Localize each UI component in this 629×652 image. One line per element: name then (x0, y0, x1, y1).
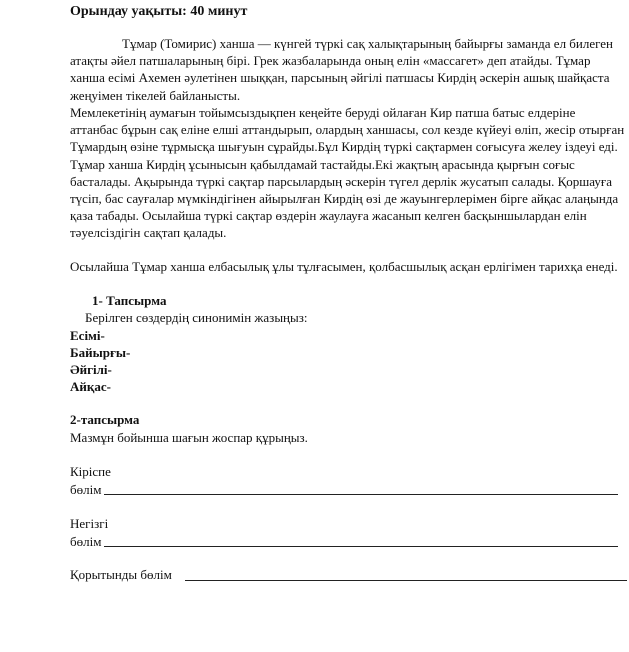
paragraph-3: Осылайша Тұмар ханша елбасылық ұлы тұлғасымен, қолбасшылық асқан ерлігімен тарихқа енеді. (70, 259, 618, 274)
plan-conclusion-label (70, 566, 172, 584)
synonym-word: Байырғы- (70, 345, 131, 360)
top-cut-line (70, 0, 430, 3)
synonym-word: Айқас- (70, 379, 111, 394)
plan-main-line2: бөлім (70, 533, 102, 549)
paragraph-1 (70, 35, 626, 104)
task1-title: 1- Тапсырма (92, 293, 167, 308)
synonym-word: Әйгілі- (70, 362, 112, 377)
plan-intro-answer-line[interactable] (104, 494, 618, 495)
time-label: Орындау уақыты: 40 минут (70, 4, 248, 19)
plan-main-line1: Негізгі (70, 516, 109, 531)
task2-title: 2-тапсырма (70, 412, 140, 427)
plan-conclusion-line1: Қорытынды бөлім (70, 567, 172, 582)
plan-main-answer-line[interactable] (104, 546, 618, 547)
plan-main-label (70, 515, 108, 550)
paragraph-1-text: Тұмар (Томирис) ханша — күнгей түркі сақ халықтарының байырғы заманда ел билеген атақты әйел патшаларының бірі. Грек жазбаларында оның елін «массагет» деп атайды. Тұмар ханша есімі Ахемен әулетінен шыққан, парсының әйгілі патшасы Кирдің әскерін ашық шайқаста жеңуімен тікелей байланысты. (70, 36, 614, 103)
task1-instruction: Берілген сөздердің синонимін жазыңыз: (85, 310, 308, 325)
synonym-word: Есімі- (70, 328, 105, 343)
paragraph-2: Мемлекетінің аумағын тойымсыздықпен кеңейте беруді ойлаған Кир патша батыс елдеріне аттанбас бұрын сақ еліне елші аттандырып, олардың ханшасы, сол кезде күйеуі өліп, жесір отырған Тұмардың өзіне тұрмысқа шығуын сұрайды.Бұл Кирдің түркі сақтармен соғысуға желеу іздеуі еді. Тұмар ханша Кирдің ұсынысын қабылдамай тастайды.Екі жақтың арасында қырғын соғыс басталады. Ақырында түркі сақтар парсылардың әскерін түгел дерлік жусатып салады. Қоршауға түсіп, бас сауғалар мүмкіндігінен айырылған Кирдің өзі де жауынгерлерімен бірге айқас алаңында қаза табады. Осылайша түркі сақтар өздерін жаулауға жасанып келген басқыншылардан елін тәуелсіздігін сақтап қалады. (70, 105, 625, 241)
plan-intro-label (70, 463, 111, 498)
task2-instruction: Мазмұн бойынша шағын жоспар құрыңыз. (70, 430, 308, 445)
plan-conclusion-answer-line[interactable] (185, 580, 627, 581)
plan-intro-line1: Кіріспе (70, 464, 111, 479)
plan-intro-line2: бөлім (70, 481, 102, 497)
